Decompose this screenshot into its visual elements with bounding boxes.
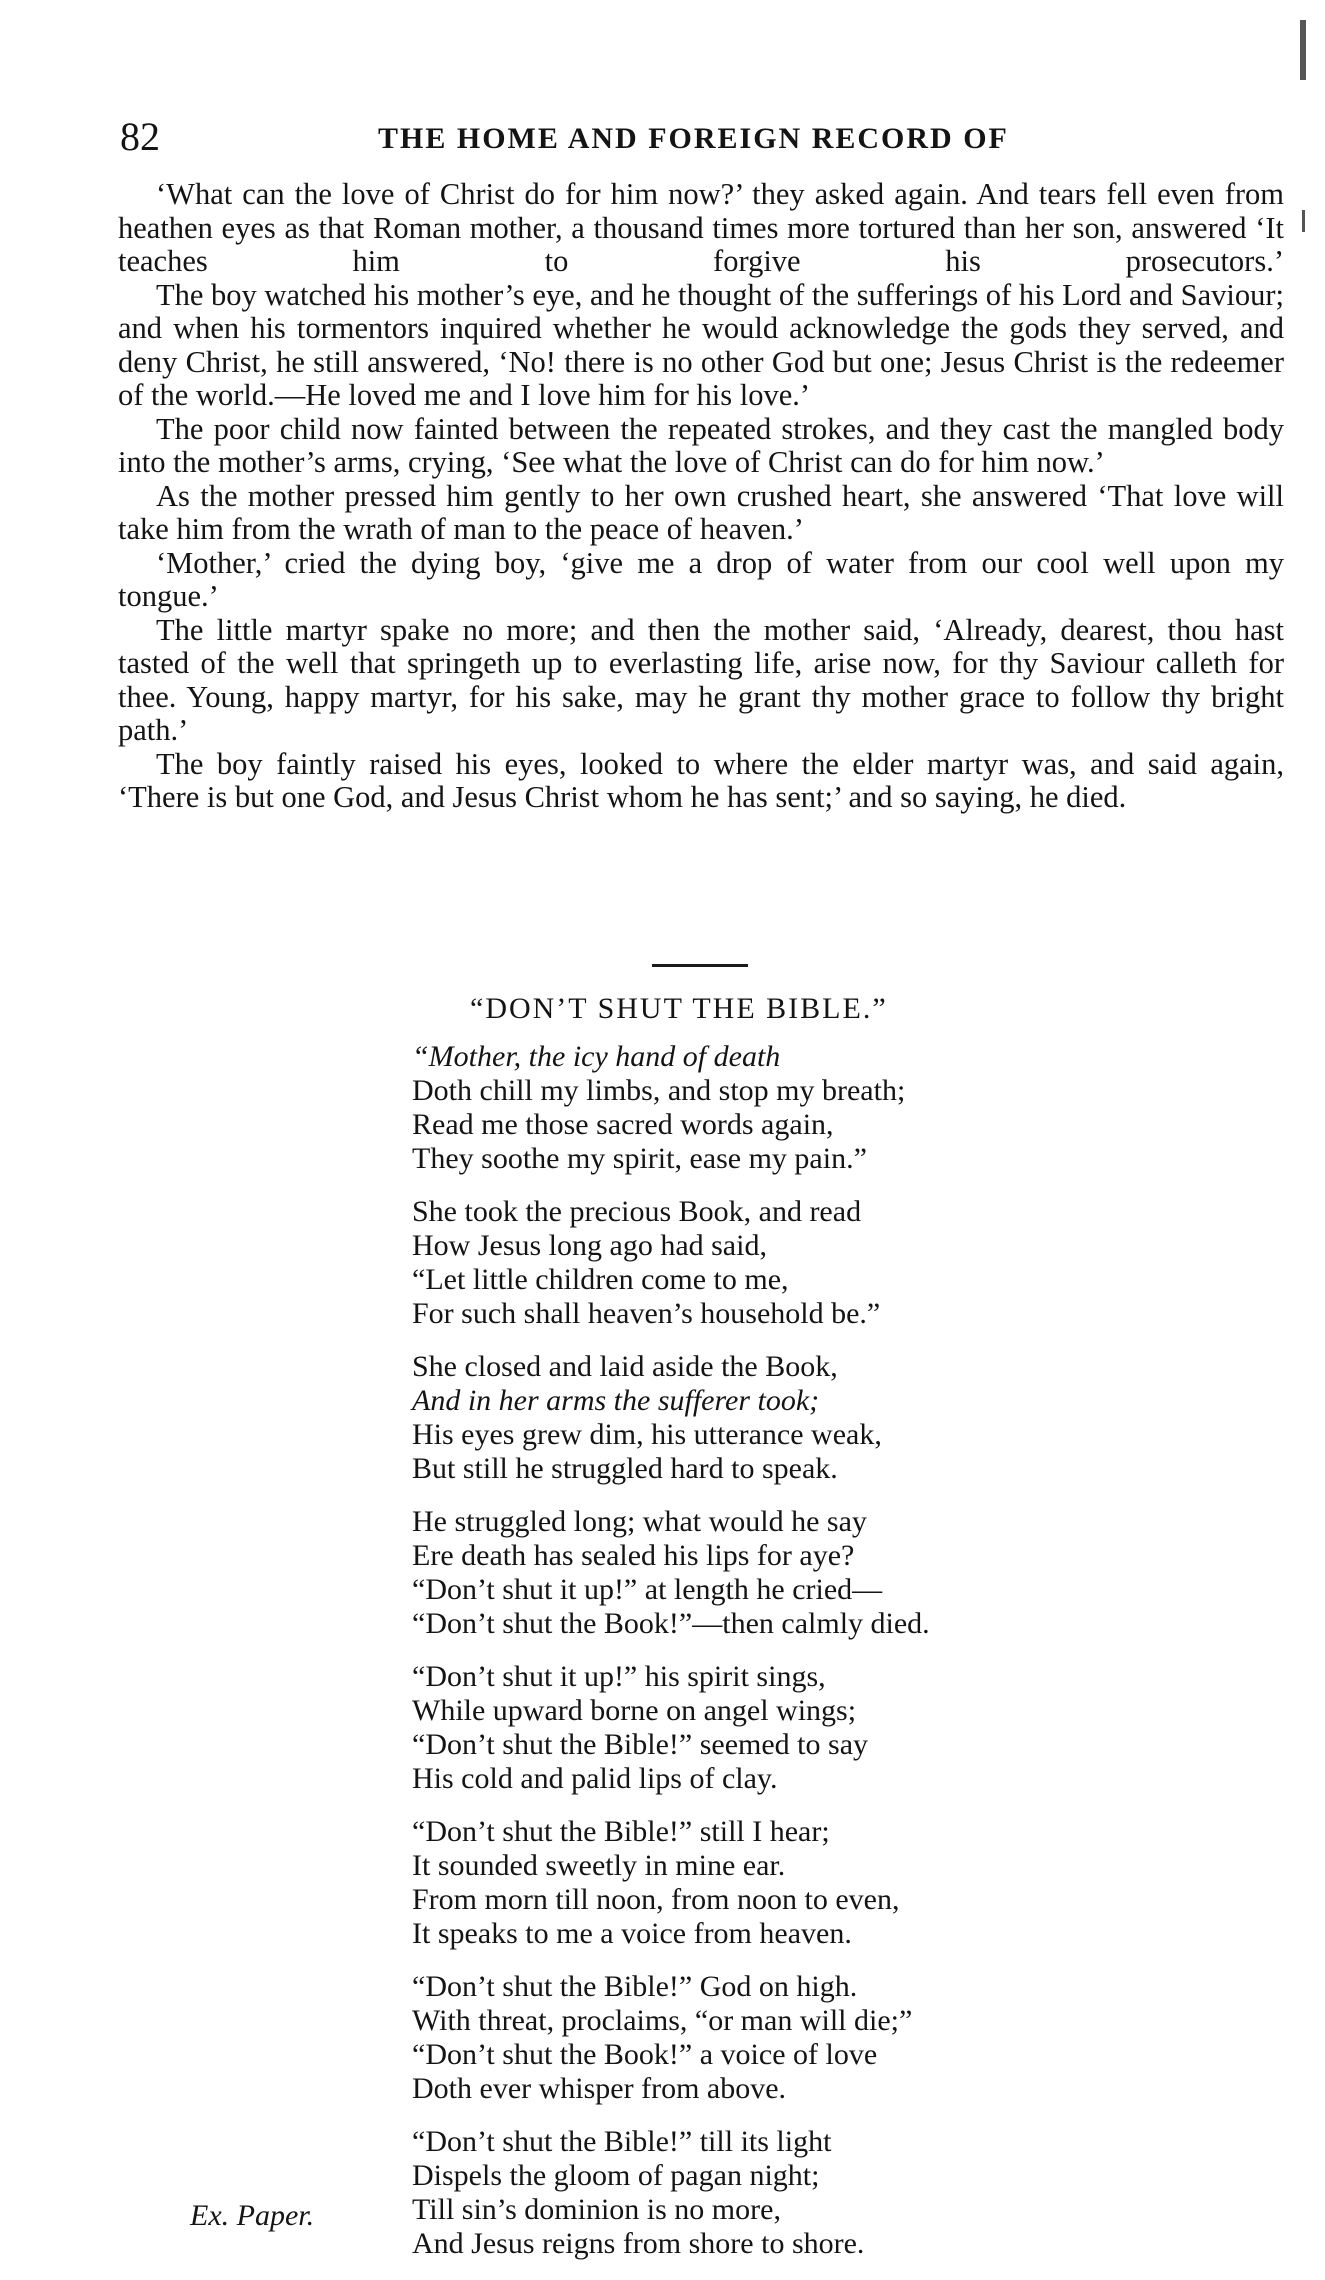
poem-line: Till sin’s dominion is no more, (412, 2193, 781, 2226)
running-title: THE HOME AND FOREIGN RECORD OF (378, 122, 1009, 155)
poem-line: “Let little children come to me, (412, 1263, 789, 1296)
poem-line: Read me those sacred words again, (412, 1108, 834, 1141)
poem-stanza (412, 1660, 1112, 1796)
page-number: 82 (120, 114, 160, 159)
prose-paragraph: As the mother pressed him gently to her own crushed heart, she answered ‘That love will take him from the wrath of man to the peace of heaven.’ (118, 478, 1284, 546)
poem-stanza (412, 1815, 1112, 1951)
poem-line: Dispels the gloom of pagan night; (412, 2159, 820, 2192)
scan-margin-mark (1302, 210, 1305, 232)
poem-line: It sounded sweetly in mine ear. (412, 1849, 786, 1882)
poem-line: His cold and palid lips of clay. (412, 1762, 778, 1795)
scan-margin-mark (1300, 20, 1306, 80)
prose-paragraph: The boy watched his mother’s eye, and he thought of the sufferings of his Lord and Saviour; and when his tormentors inquired whether he would acknowledge the gods they served, and deny Christ, he still answered, ‘No! there is no other God but one; Jesus Christ is the redeemer of the world.—He loved me and I love him for his love.’ (118, 277, 1284, 412)
poem-stanza (412, 1040, 1112, 1176)
poem-line: “Don’t shut the Bible!” till its light (412, 2125, 832, 2158)
poem-stanza (412, 2125, 1112, 2261)
poem-line: “Don’t shut it up!” his spirit sings, (412, 1660, 826, 1693)
poem-line: “Don’t shut the Bible!” God on high. (412, 1970, 858, 2003)
poem-line: He struggled long; what would he say (412, 1505, 867, 1538)
page-header (120, 112, 1280, 162)
poem-line: From morn till noon, from noon to even, (412, 1883, 900, 1916)
prose-paragraph: The little martyr spake no more; and then the mother said, ‘Already, dearest, thou hast tasted of the well that springeth up to everlasting life, arise now, for thy Saviour calleth for thee. Young, happy martyr, for his sake, may he grant thy mother grace to follow thy bright path.’ (118, 612, 1284, 747)
poem-line: They soothe my spirit, ease my pain.” (412, 1142, 867, 1175)
poem-line: “Don’t shut the Book!”—then calmly died. (412, 1607, 930, 1640)
poem-credit: Ex. Paper. (190, 2199, 315, 2232)
prose-paragraph: The poor child now fainted between the repeated strokes, and they cast the mangled body into the mother’s arms, crying, ‘See what the love of Christ can do for him now.’ (118, 411, 1284, 479)
poem-line: It speaks to me a voice from heaven. (412, 1917, 852, 1950)
section-divider (652, 964, 748, 967)
poem-line: With threat, proclaims, “or man will die;” (412, 2004, 913, 2037)
poem-line: Ere death has sealed his lips for aye? (412, 1539, 855, 1572)
prose-paragraph: ‘Mother,’ cried the dying boy, ‘give me a drop of water from our cool well upon my tongue.’ (118, 545, 1284, 613)
poem-line: Doth chill my limbs, and stop my breath; (412, 1074, 906, 1107)
poem-line: She closed and laid aside the Book, (412, 1350, 838, 1383)
poem-line: “Don’t shut the Book!” a voice of love (412, 2038, 878, 2071)
poem-line: “Don’t shut the Bible!” still I hear; (412, 1815, 830, 1848)
poem-stanza (412, 1195, 1112, 1331)
poem-stanza (412, 1970, 1112, 2106)
poem-line: But still he struggled hard to speak. (412, 1452, 838, 1485)
poem-line: How Jesus long ago had said, (412, 1229, 767, 1262)
prose-paragraph: ‘What can the love of Christ do for him now?’ they asked again. And tears fell even from heathen eyes as that Roman mother, a thousand times more tortured than her son, answered ‘It teaches him to forgive his prosecutors.’ (118, 177, 1284, 278)
poem-line: And in her arms the sufferer took; (412, 1384, 820, 1417)
poem-line: “Don’t shut the Bible!” seemed to say (412, 1728, 869, 1761)
poem-line: She took the precious Book, and read (412, 1195, 862, 1228)
poem-stanza (412, 1350, 1112, 1486)
poem-line: For such shall heaven’s household be.” (412, 1297, 881, 1330)
prose-section (118, 178, 1284, 815)
poem-line: “Don’t shut it up!” at length he cried— (412, 1573, 883, 1606)
poem-line: Doth ever whisper from above. (412, 2072, 787, 2105)
poem (412, 1040, 1112, 2280)
poem-stanza (412, 1505, 1112, 1641)
poem-line: His eyes grew dim, his utterance weak, (412, 1418, 882, 1451)
poem-title: “DON’T SHUT THE BIBLE.” (470, 992, 888, 1025)
prose-paragraph: The boy faintly raised his eyes, looked to where the elder martyr was, and said again, ‘There is but one God, and Jesus Christ whom he has sent;’ and so saying, he died. (118, 746, 1284, 814)
poem-line: While upward borne on angel wings; (412, 1694, 857, 1727)
poem-line: And Jesus reigns from shore to shore. (412, 2227, 865, 2260)
poem-line: “Mother, the icy hand of death (412, 1040, 781, 1073)
